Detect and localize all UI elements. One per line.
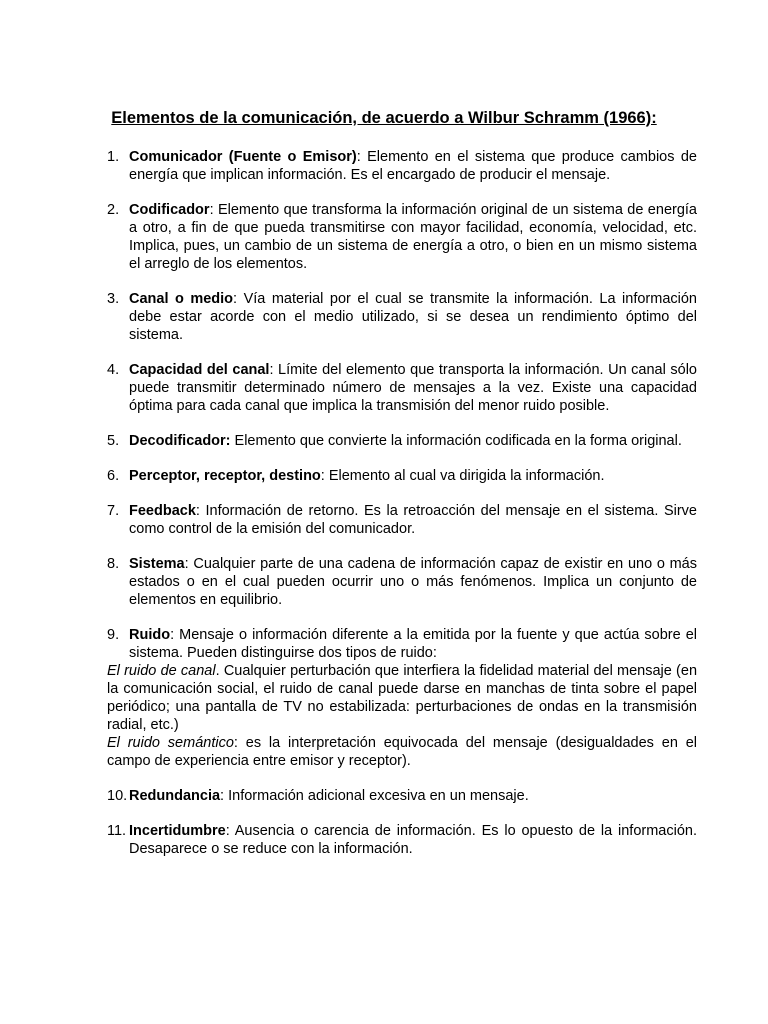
- item-term: Incertidumbre: [129, 823, 226, 839]
- list-item-redundancia: [107, 787, 697, 805]
- list-item-decodificador: [107, 432, 697, 450]
- item-term: Capacidad del canal: [129, 362, 270, 378]
- item-text: : Información de retorno. Es la retroacción del mensaje en el sistema. Sirve como control de la emisión del comunicador.: [129, 503, 697, 537]
- item-text: : Límite del elemento que transporta la información. Un canal sólo puede transmitir determinado número de mensajes a la vez. Existe una capacidad óptima para cada canal que implica la transmisión del menor ruido posible.: [129, 362, 697, 414]
- item-number: 10.: [107, 788, 128, 804]
- item-term: Sistema: [129, 556, 185, 572]
- item-text: : Cualquier parte de una cadena de información capaz de existir en uno o más estados o en el cual pueden ocurrir uno o más fenómenos. Implica un conjunto de elementos en equilibrio.: [129, 556, 697, 608]
- item-text: : Mensaje o información diferente a la emitida por la fuente y que actúa sobre el sistema. Pueden distinguirse dos tipos de ruido:: [129, 627, 697, 661]
- item-term: Codificador: [129, 202, 210, 218]
- item-text: : Elemento que transforma la información original de un sistema de energía a otro, a fin de que pueda transmitirse con mayor facilidad, economía, velocidad, etc. Implica, pues, un cambio de un sistema de energía a otro, o bien en un mismo sistema el arreglo de los elementos.: [129, 202, 697, 272]
- sub-term: El ruido de canal: [107, 663, 216, 679]
- page-title: Elementos de la comunicación, de acuerdo a Wilbur Schramm (1966):: [111, 109, 657, 127]
- definitions-list: [107, 148, 697, 875]
- list-item-sistema: [107, 555, 697, 609]
- item-number: 6.: [107, 468, 120, 484]
- list-item-incertidumbre: [107, 822, 697, 858]
- list-item-capacidad: [107, 361, 697, 415]
- item-term: Ruido: [129, 627, 171, 643]
- list-item-feedback: [107, 502, 697, 538]
- list-item-perceptor: [107, 467, 697, 485]
- list-item-canal: [107, 290, 697, 344]
- item-term: Feedback: [129, 503, 196, 519]
- item-number: 3.: [107, 291, 120, 307]
- list-item-ruido: [107, 626, 697, 770]
- sub-text: . Cualquier perturbación que interfiera la fidelidad material del mensaje (en la comunicación social, el ruido de canal puede darse en manchas de tinta sobre el papel periódico; una pantalla de TV no estabilizada: perturbaciones de ondas en la transmisión radial, etc.): [107, 663, 698, 733]
- item-text: : Información adicional excesiva en un mensaje.: [220, 788, 529, 804]
- item-number: 9.: [107, 627, 120, 643]
- item-number: 8.: [107, 556, 120, 572]
- sub-text: : es la interpretación equivocada del mensaje (desigualdades en el campo de experiencia entre emisor y receptor).: [107, 735, 698, 769]
- list-item-codificador: [107, 201, 697, 273]
- item-number: 4.: [107, 362, 120, 378]
- item-term: Decodificador:: [129, 433, 231, 449]
- ruido-semantico-paragraph: [107, 734, 697, 770]
- item-text: : Ausencia o carencia de información. Es lo opuesto de la información. Desaparece o se reduce con la información.: [129, 823, 697, 857]
- sub-term: El ruido semántico: [107, 735, 234, 751]
- item-text: : Elemento al cual va dirigida la información.: [320, 468, 605, 484]
- item-text: : Elemento en el sistema que produce cambios de energía que implican información. Es el encargado de producir el mensaje.: [129, 149, 697, 183]
- item-text: : Vía material por el cual se transmite la información. La información debe estar acorde con el medio utilizado, si se desea un rendimiento óptimo del sistema.: [129, 291, 697, 343]
- item-number: 11.: [107, 823, 127, 839]
- item-number: 5.: [107, 433, 120, 449]
- item-term: Canal o medio: [129, 291, 234, 307]
- item-term: Redundancia: [129, 788, 221, 804]
- list-item-comunicador: [107, 148, 697, 184]
- item-number: 1.: [107, 149, 120, 165]
- item-term: Comunicador (Fuente o Emisor): [129, 149, 357, 165]
- item-number: 2.: [107, 202, 120, 218]
- item-number: 7.: [107, 503, 120, 519]
- ruido-canal-paragraph: [107, 662, 697, 734]
- item-text: Elemento que convierte la información codificada en la forma original.: [230, 433, 682, 449]
- item-term: Perceptor, receptor, destino: [129, 468, 321, 484]
